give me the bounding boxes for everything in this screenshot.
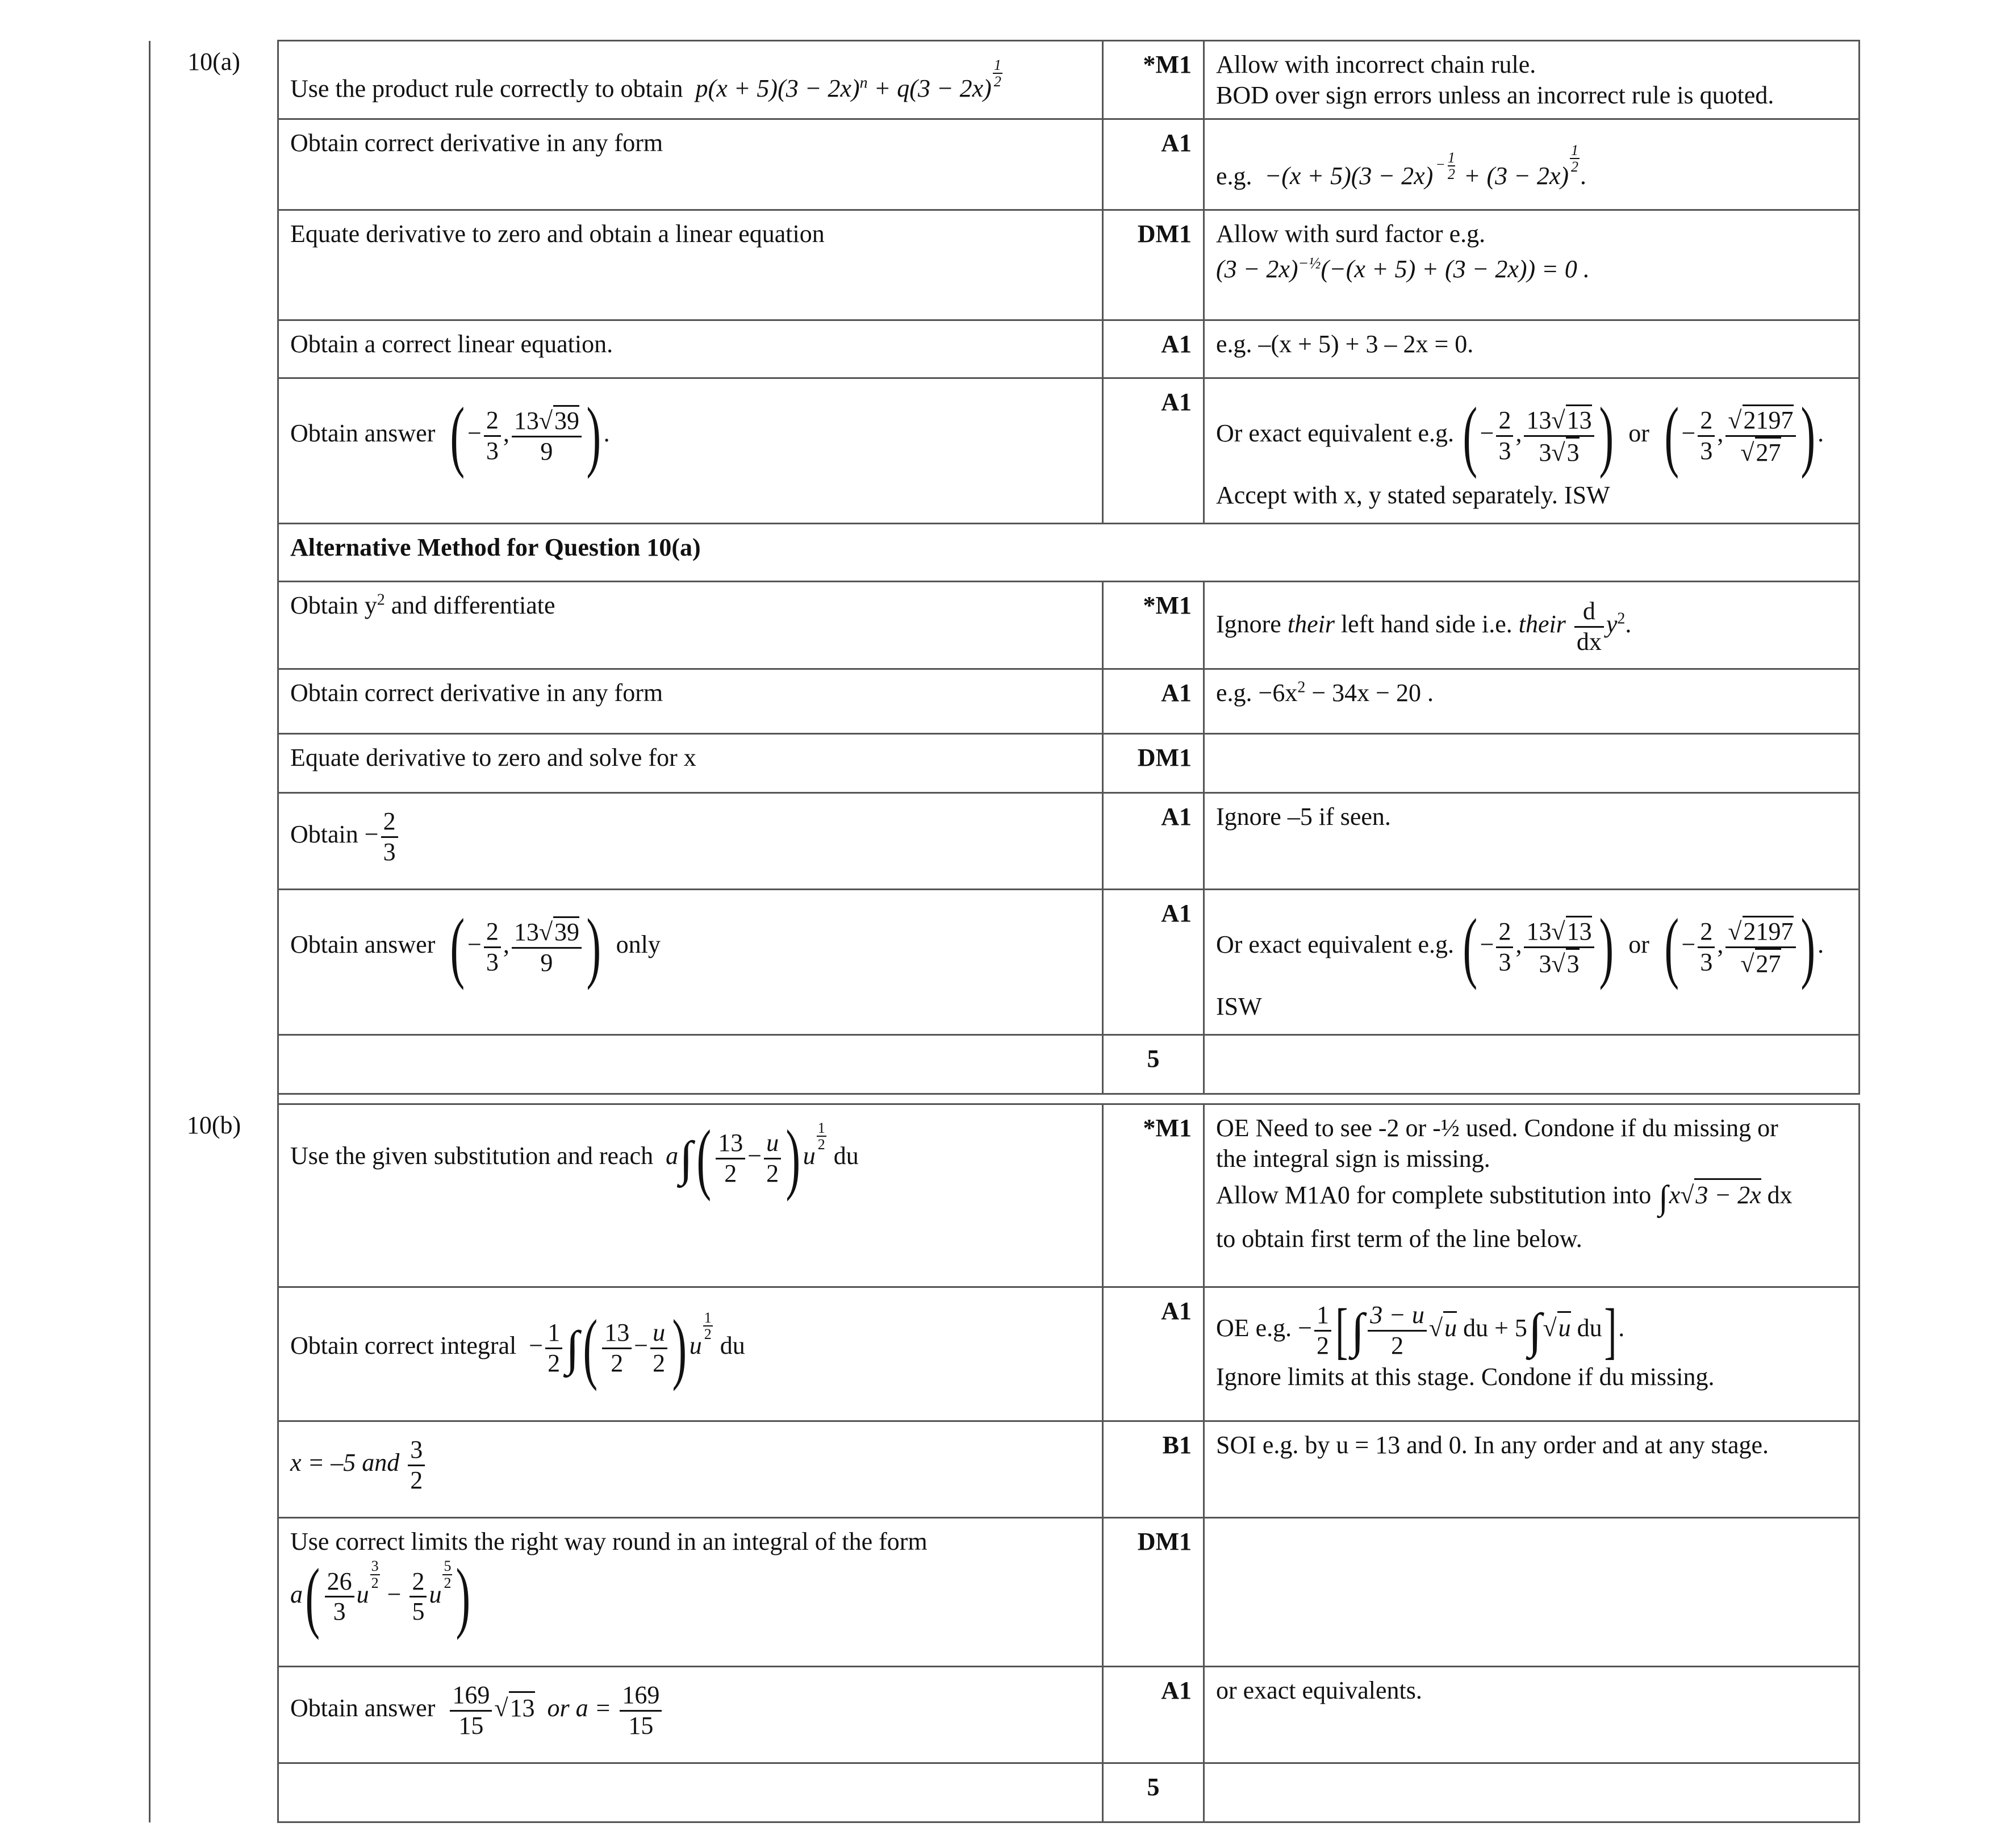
guidance-cell: Or exact equivalent e.g. ( − $\frac{2}{3}$ , $\frac{13√13}{3√3}$ ) or ( − $\frac{2}{3}$ , $\frac{√2197}{√27}$ ) . ISW (1204, 890, 1860, 1035)
table-row (150, 890, 1860, 1035)
table-row (150, 378, 1860, 524)
answer-formula: ( − $\frac{2}{3}$ , $\frac{13√39}{9}$ ) . (450, 391, 610, 479)
guidance-cell: OE Need to see -2 or -½ used. Condone if du missing or the integral sign is missing. Allow M1A0 for complete substitution into ∫x√3 − 2x dx to obtain first term of the line below. (1204, 1104, 1860, 1287)
mark: A1 (1103, 378, 1204, 524)
guidance-cell: Ignore –5 if seen. (1204, 793, 1860, 890)
table-row (150, 582, 1860, 669)
table-row (150, 1518, 1860, 1667)
formula: Or exact equivalent e.g. ( − $\frac{2}{3}$ , $\frac{13√13}{3√3}$ ) or ( − $\frac{2}{3}$ , $\frac{√2197}{√27}$ ) . (1216, 903, 1824, 991)
formula: − $\frac{1}{2}$ ∫( $\frac{13}{2}$ − $\frac{u}{2}$ ) u $\frac{1}{2}$ du (529, 1304, 745, 1392)
method-cell: Equate derivative to zero and obtain a linear equation (278, 210, 1103, 320)
table-row (150, 210, 1860, 320)
method-cell: Use the product rule correctly to obtain $p(x + 5)(3 - 2x)^n + q(3 - 2x)$ $\frac{1}{2}$ (278, 41, 1103, 119)
table-row (150, 734, 1860, 793)
method-cell: Obtain correct integral − $\frac{1}{2}$ ∫( $\frac{13}{2}$ − $\frac{u}{2}$ ) u $\frac{1}{2}$ du (278, 1287, 1103, 1421)
formula: a( $\frac{26}{3}$ u $\frac{3}{2}$ − $\frac{2}{5}$ u $\frac{5}{2}$ ) (290, 1552, 471, 1641)
method-cell: Equate derivative to zero and solve for x (278, 734, 1103, 793)
table-row (150, 1287, 1860, 1421)
guidance-cell: Or exact equivalent e.g. ( − $\frac{2}{3}$ , $\frac{13√13}{3√3}$ ) or ( − $\frac{2}{3}$ , $\frac{√2197}{√27}$ ) . Accept with x, y stated separately. ISW (1204, 378, 1860, 524)
method-cell: Obtain answer ( − $\frac{2}{3}$ , $\frac{13√39}{9}$ ) . (278, 378, 1103, 524)
mark: *M1 (1103, 582, 1204, 669)
guidance-cell: e.g. –(x + 5) + 3 – 2x = 0. (1204, 320, 1860, 378)
answer-formula: $\frac{169}{15}$ √13 or a = $\frac{169}{15}$ (448, 1694, 664, 1722)
mark: A1 (1103, 320, 1204, 378)
method-cell: Obtain correct derivative in any form (278, 119, 1103, 210)
formula: $(3 - 2x)^{-\frac{1}{2}}(-(x + 5) + (3 - 2x)) = 0$ . (1216, 255, 1590, 283)
mark: A1 (1103, 119, 1204, 210)
mark: A1 (1103, 793, 1204, 890)
mark: A1 (1103, 890, 1204, 1035)
table-row (150, 1035, 1860, 1094)
answer-formula: ( − $\frac{2}{3}$ , $\frac{13√39}{9}$ ) (450, 903, 601, 991)
table-row (150, 1104, 1860, 1287)
guidance-cell: Allow with surd factor e.g. $(3 - 2x)^{-\frac{1}{2}}(-(x + 5) + (3 - 2x)) = 0$ . (1204, 210, 1860, 320)
guidance-cell: SOI e.g. by u = 13 and 0. In any order and at any stage. (1204, 1421, 1860, 1518)
method-cell: Use the given substitution and reach a∫( $\frac{13}{2}$ − $\frac{u}{2}$ ) u $\frac{1}{2}$ du (278, 1104, 1103, 1287)
mark: DM1 (1103, 734, 1204, 793)
formula: a∫( $\frac{13}{2}$ − $\frac{u}{2}$ ) u $\frac{1}{2}$ du (666, 1114, 859, 1202)
question-label: 10(b) (150, 1104, 278, 1822)
section-divider (150, 1094, 1860, 1104)
question-label: 10(a) (150, 41, 278, 1104)
section-heading: Alternative Method for Question 10(a) (278, 524, 1860, 582)
total-marks: 5 (1103, 1035, 1204, 1094)
table-row (150, 1667, 1860, 1763)
table-row (150, 1763, 1860, 1822)
mark: DM1 (1103, 1518, 1204, 1667)
method-cell: Obtain − $\frac{2}{3}$ (278, 793, 1103, 890)
formula: Or exact equivalent e.g. ( − $\frac{2}{3}$ , $\frac{13√13}{3√3}$ ) or ( − $\frac{2}{3}$ , $\frac{√2197}{√27}$ ) . (1216, 391, 1824, 479)
mark: DM1 (1103, 210, 1204, 320)
method-cell: x = –5 and $\frac{3}{2}$ (278, 1421, 1103, 1518)
table-row (150, 41, 1860, 119)
mark-scheme-table (149, 40, 1860, 1823)
mark: A1 (1103, 669, 1204, 734)
guidance-cell (1204, 1518, 1860, 1667)
total-marks: 5 (1103, 1763, 1204, 1822)
mark: B1 (1103, 1421, 1204, 1518)
formula: −(x + 5)(3 − 2x) − $\frac{1}{2}$ + (3 − 2x) $\frac{1}{2}$ . (1264, 142, 1587, 190)
method-cell: Obtain answer ( − $\frac{2}{3}$ , $\frac{13√39}{9}$ ) only (278, 890, 1103, 1035)
method-cell: Obtain correct derivative in any form (278, 669, 1103, 734)
mark: A1 (1103, 1667, 1204, 1763)
guidance-cell: OE e.g. − $\frac{1}{2}$ [∫ $\frac{3 - u}{2}$ √u du + 5∫√u du]. Ignore limits at this stage. Condone if du missing. (1204, 1287, 1860, 1421)
mark: *M1 (1103, 41, 1204, 119)
guidance-cell: e.g. $-6x^2 - 34x - 20$ . (1204, 669, 1860, 734)
guidance-cell: Ignore their left hand side i.e. their $\frac{d}{dx}$ $y^2$. (1204, 582, 1860, 669)
guidance-cell: or exact equivalents. (1204, 1667, 1860, 1763)
table-row (150, 793, 1860, 890)
guidance-cell (1204, 734, 1860, 793)
table-row (150, 119, 1860, 210)
table-row (150, 669, 1860, 734)
method-cell: Obtain a correct linear equation. (278, 320, 1103, 378)
guidance-cell: e.g. −(x + 5)(3 − 2x) − $\frac{1}{2}$ + (3 − 2x) $\frac{1}{2}$ . (1204, 119, 1860, 210)
table-row (150, 320, 1860, 378)
formula: OE e.g. − $\frac{1}{2}$ [∫ $\frac{3 - u}{2}$ √u du + 5∫√u du]. (1216, 1296, 1625, 1365)
guidance-cell: Allow with incorrect chain rule. BOD over sign errors unless an incorrect rule is quoted. (1204, 41, 1860, 119)
method-cell: Obtain $y^2$ and differentiate (278, 582, 1103, 669)
formula: $p(x + 5)(3 - 2x)^n + q(3 - 2x)$ $\frac{1}{2}$ (695, 57, 1001, 103)
table-row (150, 1421, 1860, 1518)
method-cell: Use correct limits the right way round in an integral of the form a( $\frac{26}{3}$ u $\frac{3}{2}$ − $\frac{2}{5}$ u $\frac{5}{2}$ ) (278, 1518, 1103, 1667)
table-row (150, 524, 1860, 582)
method-cell: Obtain answer $\frac{169}{15}$ √13 or a = $\frac{169}{15}$ (278, 1667, 1103, 1763)
mark: *M1 (1103, 1104, 1204, 1287)
mark: A1 (1103, 1287, 1204, 1421)
